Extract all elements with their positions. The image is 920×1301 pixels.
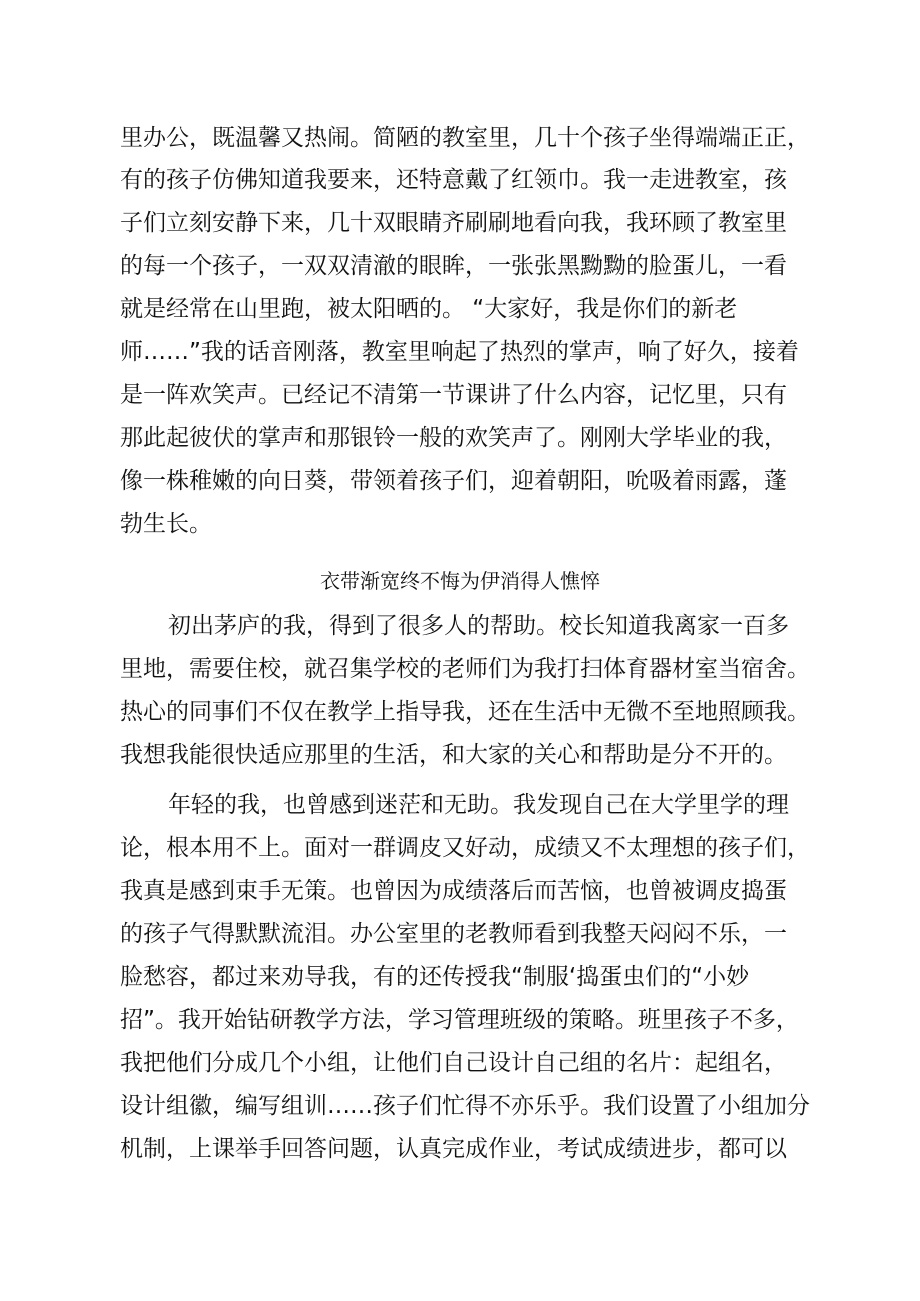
paragraph-3-line: 我真是感到束手无策。也曾因为成绩落后而苦恼，也曾被调皮捣蛋 <box>120 878 787 904</box>
paragraph-1-line: 勃生长。 <box>120 511 212 537</box>
paragraph-1-line: 师……”我的话音刚落，教室里响起了热烈的掌声，响了好久，接着 <box>120 339 799 365</box>
paragraph-3-line: 机制，上课举手回答问题，认真完成作业，考试成绩进步，都可以 <box>120 1136 787 1162</box>
paragraph-1-line: 就是经常在山里跑，被太阳晒的。 “大家好，我是你们的新老 <box>120 296 738 322</box>
paragraph-3-line: 脸愁容，都过来劝导我，有的还传授我“制服‘捣蛋虫们的“小妙 <box>120 964 750 990</box>
paragraph-2-line: 我想我能很快适应那里的生活，和大家的关心和帮助是分不开的。 <box>120 742 787 768</box>
paragraph-1-line: 是一阵欢笑声。已经记不清第一节课讲了什么内容，记忆里，只有 <box>120 382 787 408</box>
paragraph-1-line: 那此起彼伏的掌声和那银铃一般的欢笑声了。刚刚大学毕业的我， <box>120 425 787 451</box>
paragraph-1-line: 像一株稚嫩的向日葵，带领着孩子们，迎着朝阳，吮吸着雨露，蓬 <box>120 468 787 494</box>
paragraph-2-line: 初出茅庐的我，得到了很多人的帮助。校长知道我离家一百多 <box>168 613 789 639</box>
paragraph-3-line: 的孩子气得默默流泪。办公室里的老教师看到我整天闷闷不乐，一 <box>120 921 787 947</box>
paragraph-1-line: 子们立刻安静下来，几十双眼睛齐刷刷地看向我，我环顾了教室里 <box>120 210 787 236</box>
paragraph-3-line: 论，根本用不上。面对一群调皮又好动，成绩又不太理想的孩子们， <box>120 835 810 861</box>
section-heading: 衣带渐宽终不悔为伊消得人憔悴 <box>320 569 600 593</box>
paragraph-1-line: 的每一个孩子，一双双清澈的眼眸，一张张黑黝黝的脸蛋儿，一看 <box>120 253 787 279</box>
paragraph-3-line: 设计组徽，编写组训……孩子们忙得不亦乐乎。我们设置了小组加分 <box>120 1093 810 1119</box>
paragraph-2-line: 里地，需要住校，就召集学校的老师们为我打扫体育器材室当宿舍。 <box>120 656 810 682</box>
paragraph-3-line: 年轻的我，也曾感到迷茫和无助。我发现自己在大学里学的理 <box>168 792 789 818</box>
paragraph-3-line: 招”。我开始钻研教学方法，学习管理班级的策略。班里孩子不多， <box>120 1007 799 1033</box>
paragraph-3-line: 我把他们分成几个小组，让他们自己设计自己组的名片：起组名， <box>120 1050 787 1076</box>
paragraph-2-line: 热心的同事们不仅在教学上指导我，还在生活中无微不至地照顾我。 <box>120 699 810 725</box>
paragraph-1-line: 里办公，既温馨又热闹。简陋的教室里，几十个孩子坐得端端正正， <box>120 125 810 151</box>
paragraph-1-line: 有的孩子仿佛知道我要来，还特意戴了红领巾。我一走进教室，孩 <box>120 167 787 193</box>
